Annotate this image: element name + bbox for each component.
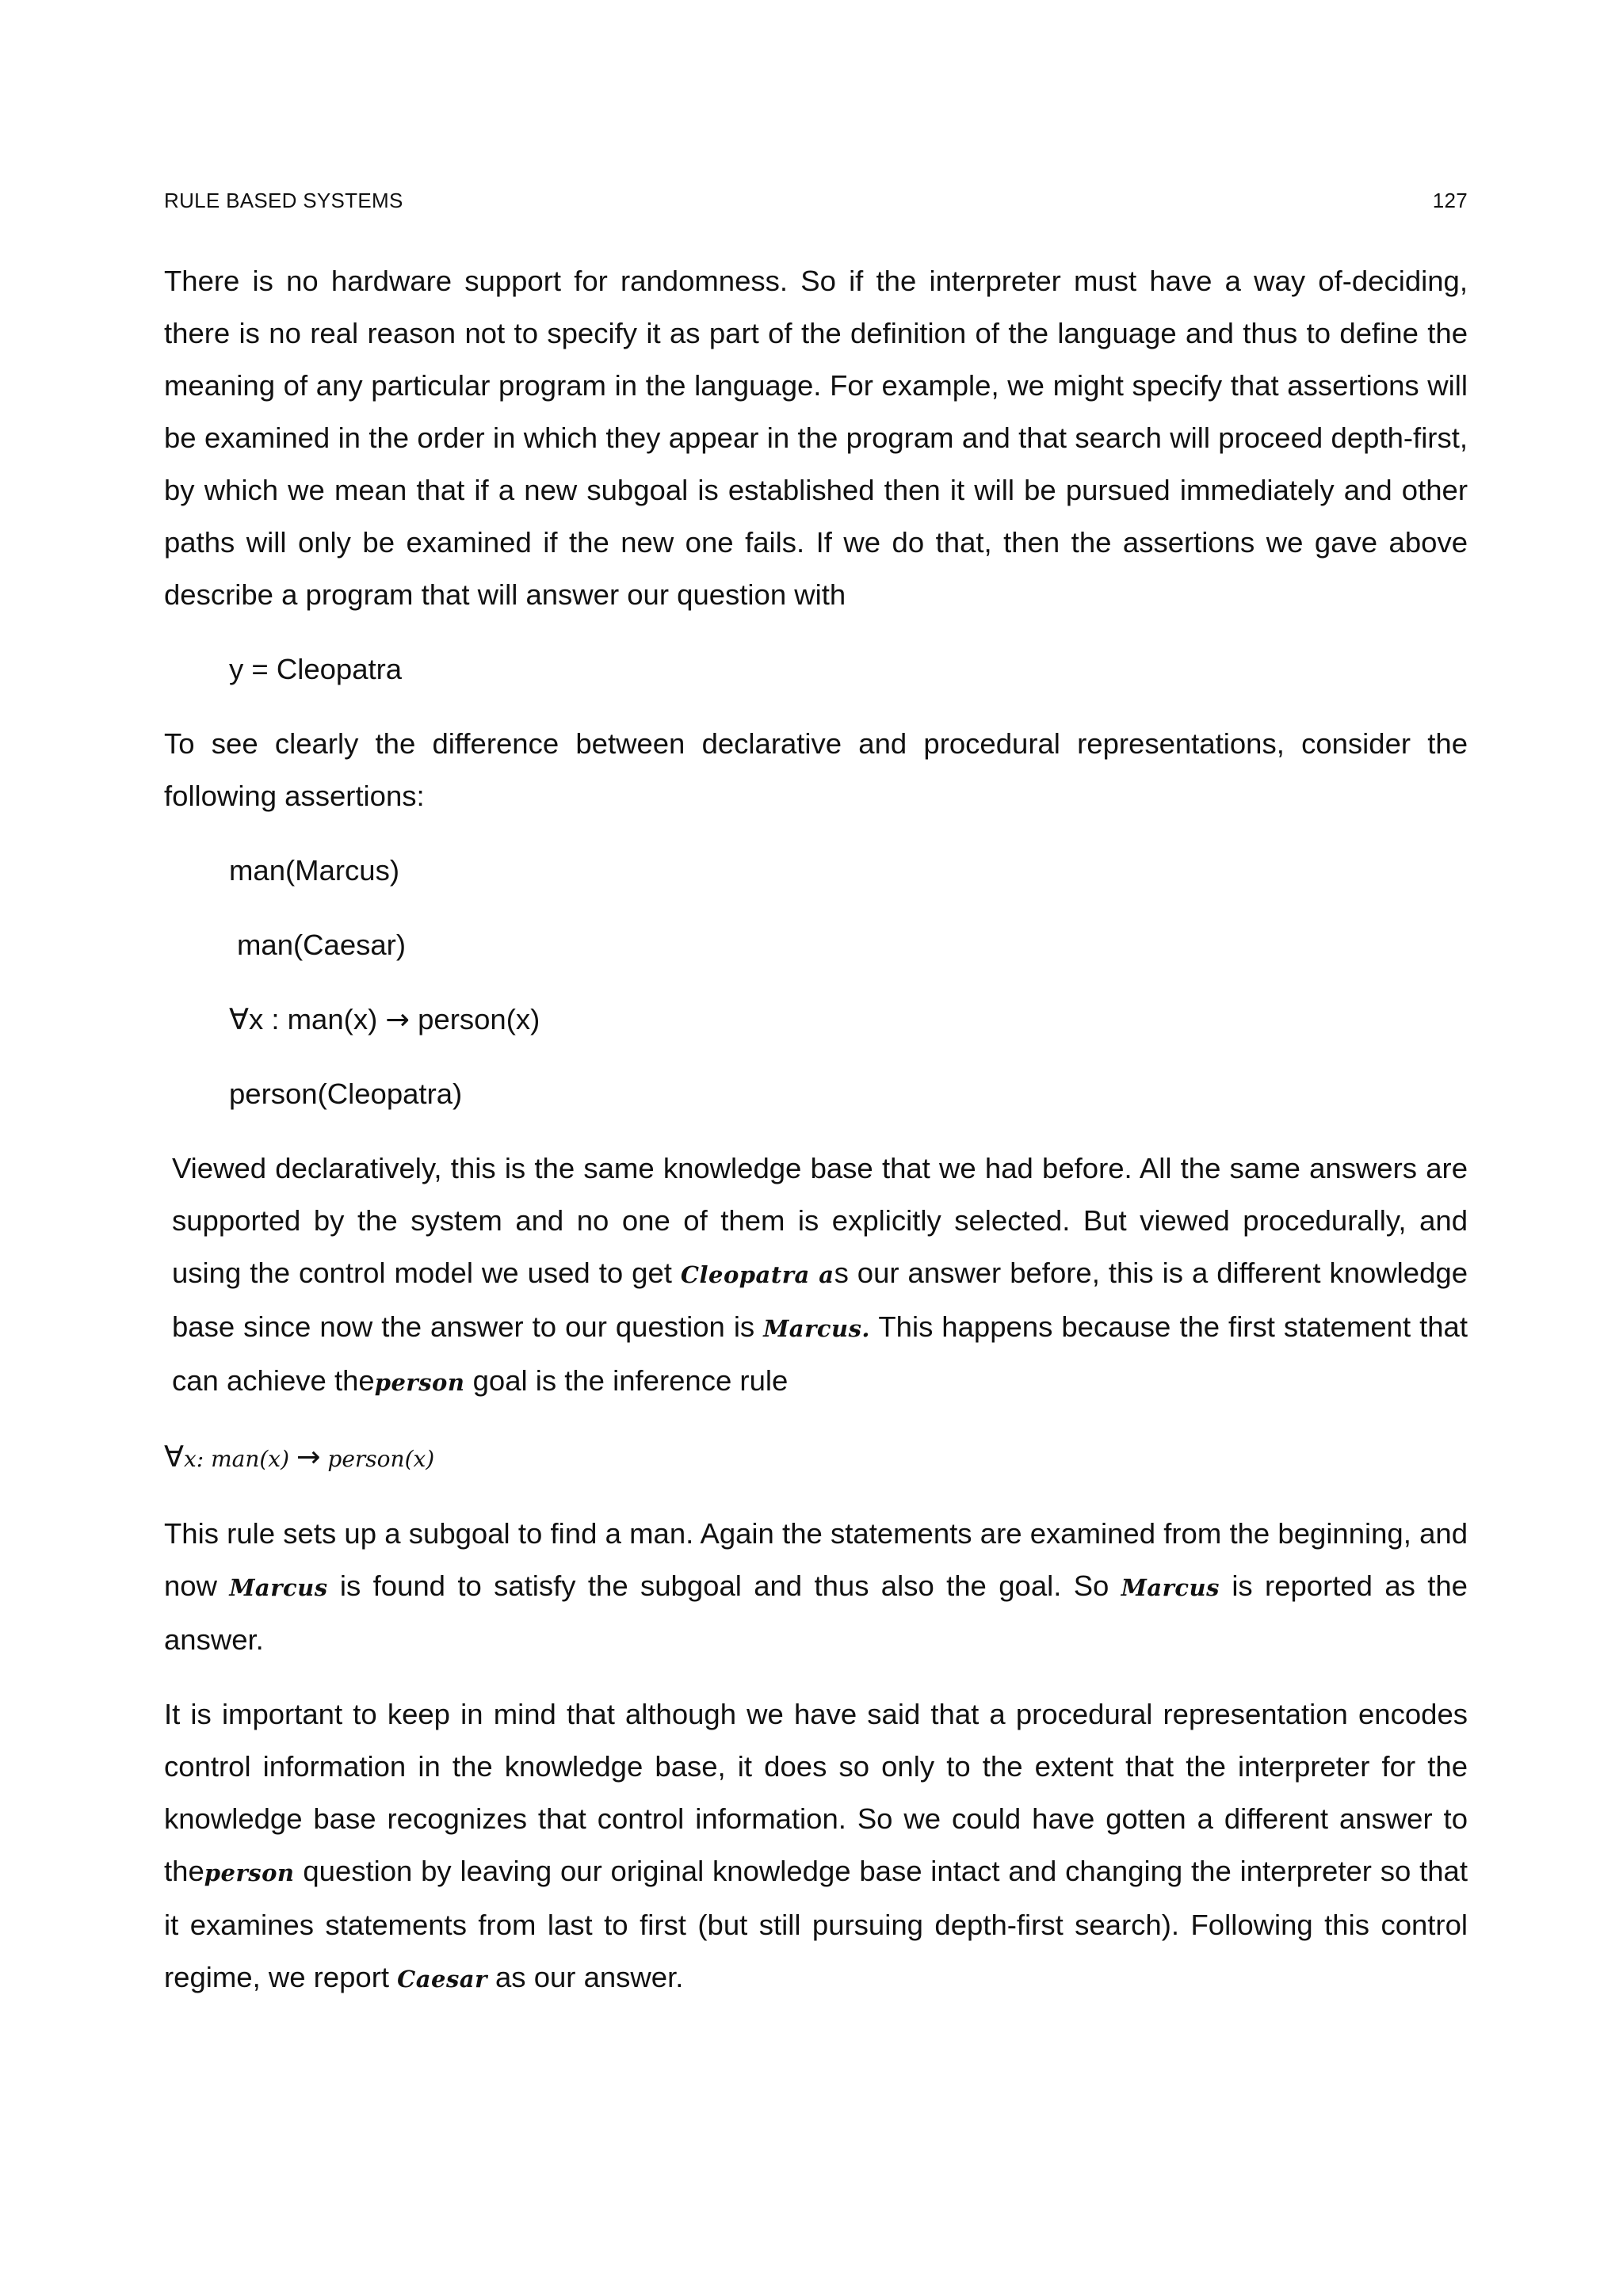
page-number: 127 bbox=[1432, 189, 1468, 212]
assertion-4: person(Cleopatra) bbox=[229, 1077, 463, 1110]
forall-symbol: ∀ bbox=[229, 1002, 249, 1036]
inference-rule-left: x: man(x) bbox=[183, 1446, 296, 1472]
paragraph-4 bbox=[164, 1508, 1468, 1666]
assertion-2: man(Caesar) bbox=[237, 929, 406, 961]
paragraph-5-text-a: It is important to keep in mind that although we have said that a procedural representation encodes control information in the knowledge base, it does so only to the extent that the interpreter for the knowledge base recognizes that control information. So we could have gotten a different answer to the bbox=[164, 1698, 1468, 1887]
inference-rule-right: person(x) bbox=[320, 1446, 435, 1472]
body-text bbox=[164, 255, 1468, 2005]
forall-symbol: ∀ bbox=[164, 1440, 184, 1474]
term-marcus: Marcus bbox=[229, 1574, 328, 1601]
paragraph-5 bbox=[164, 1688, 1468, 2005]
paragraph-3-text-a: Viewed declaratively, this is the same knowledge base that we had before. All the same answers are supported by the system and no one of them is explicitly selected. But viewed procedurally, and using the control model we used to get bbox=[172, 1152, 1468, 1289]
inference-rule bbox=[164, 1431, 1468, 1486]
implies-arrow-icon: → bbox=[296, 1440, 321, 1474]
implies-arrow-icon: → bbox=[385, 1002, 410, 1036]
paragraph-4-text-a: This rule sets up a subgoal to find a man. Again the statements are examined from the beginning, and now bbox=[164, 1517, 1468, 1602]
term-marcus: Marcus. bbox=[763, 1315, 871, 1342]
paragraph-5-text-c: as our answer. bbox=[487, 1961, 684, 1993]
assertion-1: man(Marcus) bbox=[229, 854, 399, 887]
paragraph-2: To see clearly the difference between declarative and procedural representations, consider the following assertions: bbox=[164, 727, 1468, 812]
term-person: person bbox=[374, 1369, 465, 1396]
paragraph-1: There is no hardware support for randomness. So if the interpreter must have a way of-deciding, there is no real reason not to specify it as part of the definition of the language and thus to define the meaning of any particular program in the language. For example, we might specify that assertions will be examined in the order in which they appear in the program and that search will proceed depth-first, by which we mean that if a new subgoal is established then it will be pursued immediately and other paths will only be examined if the new one fails. If we do that, then the assertions we gave above describe a program that will answer our question with bbox=[164, 265, 1468, 611]
running-title: RULE BASED SYSTEMS bbox=[164, 189, 403, 212]
assertion-3 bbox=[164, 994, 1468, 1046]
paragraph-4-text-c: is reported as the answer. bbox=[164, 1569, 1468, 1656]
term-person: person bbox=[204, 1859, 295, 1886]
page-header bbox=[164, 189, 1468, 213]
term-cleopatra: Cleopatra a bbox=[680, 1261, 834, 1288]
answer-line: y = Cleopatra bbox=[229, 653, 403, 685]
assertion-3-left: x : man(x) bbox=[248, 1003, 386, 1035]
term-marcus: Marcus bbox=[1121, 1574, 1220, 1601]
paragraph-3-text-b: s our answer before, this is a different knowledge base since now the answer to our question is bbox=[172, 1257, 1468, 1343]
assertion-3-right: person(x) bbox=[409, 1003, 540, 1035]
paragraph-3 bbox=[164, 1142, 1468, 1409]
term-caesar: Caesar bbox=[397, 1966, 487, 1993]
paragraph-5-text-b: question by leaving our original knowledge base intact and changing the interpreter so that it examines statements from last to first (but still pursuing depth-first search). Following this control regime, we report bbox=[164, 1855, 1468, 1993]
paragraph-3-text-d: goal is the inference rule bbox=[464, 1364, 789, 1397]
paragraph-3-text-c: This happens because the first statement that can achieve the bbox=[172, 1310, 1468, 1397]
paragraph-4-text-b: is found to satisfy the subgoal and thus also the goal. So bbox=[327, 1569, 1121, 1602]
